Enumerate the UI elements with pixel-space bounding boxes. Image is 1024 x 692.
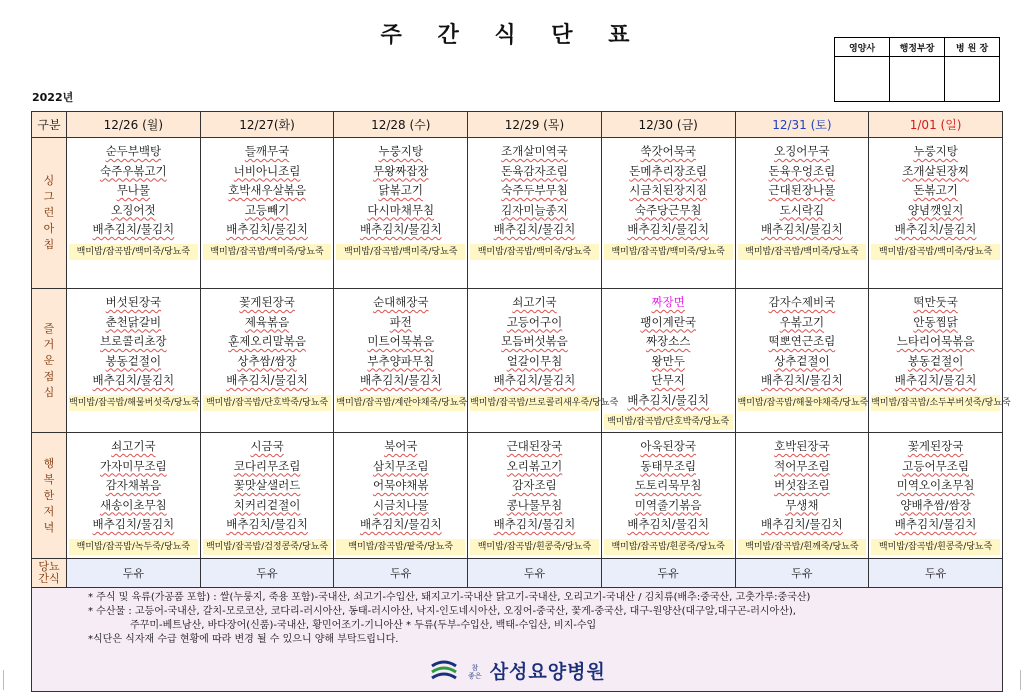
approval-admin-label: 행정부장 (890, 38, 945, 57)
origin-notice-line: *식단은 식자재 수급 현황에 따라 변경 될 수 있으니 양해 부탁드립니다. (88, 634, 399, 645)
menu-item: 춘천닭갈비 (105, 314, 162, 329)
day-header: 12/28 (수) (334, 112, 468, 138)
day-header: 12/31 (토) (735, 112, 869, 138)
origin-notice (32, 588, 1003, 692)
menu-item: 김자미늘종지 (501, 202, 568, 217)
menu-cell (601, 433, 735, 559)
menu-item: 양배추쌈/쌈장 (900, 497, 971, 512)
menu-cell (869, 433, 1003, 559)
menu-item: 배추김치/물김치 (627, 392, 709, 407)
menu-item: 브로콜리초장 (100, 334, 167, 348)
menu-item: 우볶고기 (779, 314, 825, 329)
menu-item: 어묵야채볶 (372, 478, 429, 492)
snack-cell: 두유 (735, 559, 869, 588)
menu-cell (735, 289, 869, 433)
menu-item: 양념깻잎지 (907, 202, 964, 217)
menu-item: 모듬버섯볶음 (501, 334, 568, 348)
menu-item: 배추김치/물김치 (359, 517, 442, 531)
menu-item-list (67, 289, 200, 391)
rice-porridge-note: 백미밥/잡곡밥/녹두죽/당뇨죽 (69, 539, 198, 555)
menu-item: 배추김치/물김치 (761, 373, 843, 387)
menu-item: 고등어구이 (506, 314, 563, 329)
day-header: 12/30 (금) (601, 112, 735, 138)
menu-item-list (201, 138, 334, 240)
menu-item: 무생채 (785, 497, 819, 512)
approval-nutritionist-label: 영양사 (835, 38, 890, 57)
rice-porridge-note: 백미밥/잡곡밥/단호박죽/당뇨죽 (604, 414, 733, 430)
menu-item: 배추김치/물김치 (493, 373, 576, 387)
menu-item: 오징어젓 (111, 202, 156, 217)
menu-item: 꽃게된장국 (239, 295, 295, 309)
meal-category-label: 행 복 한 저 녁 (32, 433, 67, 559)
snack-row (32, 559, 1003, 588)
menu-item: 도시락김 (779, 202, 825, 217)
snack-cell: 두유 (67, 559, 201, 588)
menu-item: 누룽지탕 (378, 144, 423, 158)
menu-item: 배추김치/물김치 (493, 222, 576, 236)
menu-item: 배추김치/물김치 (92, 222, 175, 236)
rice-porridge-note: 백미밥/잡곡밥/팥죽/당뇨죽 (336, 539, 465, 555)
snack-cell: 두유 (200, 559, 334, 588)
day-header: 12/27(화) (200, 112, 334, 138)
rice-porridge-note: 백미밥/잡곡밥/백미죽/당뇨죽 (336, 244, 465, 260)
meal-row-lunch (32, 289, 1003, 433)
menu-item: 고등빼기 (244, 202, 290, 217)
origin-notice-line: * 주식 및 육류(가공품 포함) : 쌀(누룽지, 죽용 포함)-국내산, 쇠고기-수입산, 돼지고기-국내산 닭고기-국내산, 오리고기-국내산 / 김치류(배추:중국산, 고춧가루:중국산) (88, 592, 811, 603)
meal-category-label: 즐 거 운 점 심 (32, 289, 67, 433)
rice-porridge-note: 백미밥/잡곡밥/백미죽/당뇨죽 (604, 244, 733, 260)
menu-item: 배추김치/물김치 (493, 517, 576, 531)
menu-item-list (602, 433, 735, 535)
menu-cell (601, 138, 735, 289)
menu-item: 삼치무조림 (372, 458, 429, 473)
menu-cell (200, 433, 334, 559)
menu-item: 감자수제비국 (768, 295, 836, 309)
menu-item: 배추김치/물김치 (226, 222, 308, 236)
menu-item: 팽이계란국 (640, 314, 696, 329)
menu-item: 고등어무조림 (902, 458, 969, 473)
menu-item: 돈볶고기 (913, 183, 958, 197)
weekly-menu-table (31, 111, 1011, 692)
menu-item: 동태무조림 (640, 458, 696, 473)
rice-porridge-note: 백미밥/잡곡밥/흰콩죽/당뇨죽 (470, 539, 599, 555)
menu-item: 쇠고기국 (111, 439, 156, 453)
menu-item: 호박새우살볶음 (228, 183, 306, 197)
menu-item: 코다리무조림 (233, 458, 301, 473)
menu-item: 가자미무조림 (100, 458, 167, 473)
menu-item: 버섯된장국 (105, 295, 162, 309)
rice-porridge-note: 백미밥/잡곡밥/백미죽/당뇨죽 (871, 244, 1000, 260)
menu-item-list (869, 289, 1002, 391)
menu-item: 적어무조림 (774, 458, 830, 473)
rice-porridge-note: 백미밥/잡곡밥/백미죽/당뇨죽 (738, 244, 867, 260)
menu-item: 미역오이초무침 (896, 478, 975, 492)
page-edge-mark-right (1020, 670, 1021, 690)
menu-item: 숙주당근무침 (634, 202, 702, 217)
approval-box (834, 37, 1000, 102)
menu-item: 배추김치/물김치 (761, 517, 843, 531)
menu-item: 숙주두부무침 (501, 183, 568, 197)
hospital-name: 삼성요양병원 (489, 661, 606, 683)
category-header: 구분 (32, 112, 67, 138)
menu-item: 순대해장국 (372, 295, 429, 309)
menu-item: 떡뽀연근조림 (768, 334, 836, 348)
menu-item: 배추김치/물김치 (92, 373, 175, 387)
day-header: 1/01 (일) (869, 112, 1003, 138)
menu-cell (67, 138, 201, 289)
menu-item: 짜장소스 (645, 334, 691, 348)
menu-item-list (67, 433, 200, 535)
menu-item-list (334, 433, 467, 535)
menu-item-list (869, 433, 1002, 535)
menu-item: 봉동겉절이 (907, 353, 964, 368)
menu-item: 무왕짜잡장 (372, 163, 429, 178)
hospital-logo (382, 659, 652, 685)
meal-category-label: 싱 그 런 아 침 (32, 138, 67, 289)
menu-item: 누룽지탕 (913, 144, 958, 158)
rice-porridge-note: 백미밥/잡곡밥/흰깨죽/당뇨죽 (738, 539, 867, 555)
menu-item: 배추김치/물김치 (359, 373, 442, 387)
menu-item: 도토리묵무침 (634, 478, 702, 492)
rice-porridge-note: 백미밥/잡곡밥/해물버섯죽/당뇨죽 (69, 395, 198, 411)
logo-tagline: 참 좋은 (468, 664, 482, 680)
menu-cell (200, 289, 334, 433)
footer-row (32, 588, 1003, 692)
menu-cell (869, 138, 1003, 289)
menu-item: 시금국 (250, 439, 284, 453)
menu-item: 북어국 (384, 439, 418, 453)
approval-admin-sign (890, 57, 945, 102)
menu-item: 들깨무국 (244, 144, 290, 158)
meal-row-dinner (32, 433, 1003, 559)
menu-item-list (468, 433, 601, 535)
approval-nutritionist-sign (835, 57, 890, 102)
page-title: 주 간 식 단 표 (380, 23, 644, 48)
menu-item: 배추김치/물김치 (226, 517, 308, 531)
menu-item: 순두부백탕 (105, 144, 162, 158)
snack-cell: 두유 (334, 559, 468, 588)
menu-item: 봉동겉절이 (105, 353, 162, 368)
menu-item: 근대된장국 (506, 439, 563, 453)
menu-item: 돈육감자조림 (501, 163, 568, 178)
menu-item: 콩나물무침 (506, 497, 563, 512)
menu-item: 조개살미역국 (501, 144, 568, 158)
menu-item: 짜장면 (651, 295, 685, 309)
menu-item: 새송이초무침 (100, 497, 167, 512)
menu-cell (601, 289, 735, 433)
menu-item-list (334, 138, 467, 240)
menu-item: 부추양파무침 (367, 353, 435, 368)
year-label: 2022년 (32, 91, 74, 104)
menu-item: 떡만둣국 (913, 295, 958, 309)
menu-item: 무나물 (116, 183, 151, 197)
menu-item-list (201, 289, 334, 391)
menu-item: 상추겉절이 (774, 353, 830, 368)
menu-item: 배추김치/물김치 (359, 222, 442, 236)
menu-item: 배추김치/물김치 (92, 517, 175, 531)
menu-item: 배추김치/물김치 (894, 222, 977, 236)
snack-cell: 두유 (869, 559, 1003, 588)
menu-item-list (736, 433, 869, 535)
snack-cell: 두유 (601, 559, 735, 588)
snack-cell: 두유 (468, 559, 602, 588)
menu-item: 닭볶고기 (378, 183, 423, 197)
menu-item: 시금치된장지짐 (629, 183, 708, 197)
menu-cell (869, 289, 1011, 433)
menu-cell (67, 433, 201, 559)
menu-item: 돈메추리장조림 (629, 163, 708, 178)
menu-item: 안동찜닭 (913, 314, 958, 329)
menu-item-list (869, 138, 1002, 240)
page-edge-mark-left (3, 670, 4, 690)
menu-item-list (67, 138, 200, 240)
approval-director-sign (945, 57, 1000, 102)
day-header: 12/26 (월) (67, 112, 201, 138)
menu-cell (735, 433, 869, 559)
menu-item: 제육볶음 (244, 314, 290, 329)
menu-item: 감자조림 (512, 478, 557, 492)
rice-porridge-note: 백미밥/잡곡밥/백미죽/당뇨죽 (470, 244, 599, 260)
menu-cell (334, 138, 468, 289)
rice-porridge-note: 백미밥/잡곡밥/백미죽/당뇨죽 (203, 244, 332, 260)
rice-porridge-note: 백미밥/잡곡밥/해물야채죽/당뇨죽 (738, 395, 867, 411)
menu-item: 조개살된장찌 (902, 163, 969, 178)
menu-item: 미역줄기볶음 (634, 497, 702, 512)
menu-item: 배추김치/물김치 (894, 373, 977, 387)
menu-item: 치커리겉절이 (233, 497, 301, 512)
menu-item: 꽃맛살샐러드 (233, 478, 301, 492)
rice-porridge-note: 백미밥/잡곡밥/검정콩죽/당뇨죽 (203, 539, 332, 555)
menu-cell (468, 289, 619, 433)
menu-item: 왕만두 (651, 353, 685, 368)
rice-porridge-note: 백미밥/잡곡밥/백미죽/당뇨죽 (69, 244, 198, 260)
rice-porridge-note: 백미밥/잡곡밥/단호박죽/당뇨죽 (203, 395, 332, 411)
menu-cell (468, 138, 602, 289)
menu-item: 상추쌈/쌈장 (237, 353, 297, 368)
menu-item-list (468, 289, 601, 391)
menu-cell (67, 289, 201, 433)
menu-item: 오리볶고기 (506, 458, 563, 473)
menu-item-list (736, 289, 869, 391)
menu-cell (735, 138, 869, 289)
menu-item: 다시마채무침 (367, 202, 435, 217)
menu-item: 미트어묵볶음 (367, 334, 435, 348)
menu-item: 배추김치/물김치 (226, 373, 308, 387)
menu-item: 시금치나물 (372, 497, 429, 512)
menu-item-list (736, 138, 869, 240)
menu-item: 버섯잡조림 (774, 478, 830, 492)
snack-category-label: 당뇨 간식 (32, 559, 67, 588)
menu-item: 오징어무국 (774, 144, 830, 158)
rice-porridge-note: 백미밥/잡곡밥/소두부버섯죽/당뇨죽 (871, 395, 1000, 411)
menu-item: 배추김치/물김치 (894, 517, 977, 531)
menu-item: 돈육우엉조림 (768, 163, 836, 178)
menu-item: 숙주우볶고기 (100, 163, 167, 178)
hospital-emblem-icon (428, 660, 460, 684)
menu-item: 쑥갓어묵국 (640, 144, 696, 158)
menu-cell (468, 433, 602, 559)
menu-item: 꽃게된장국 (907, 439, 964, 453)
menu-item: 배추김치/물김치 (627, 222, 709, 236)
menu-item-list (468, 138, 601, 240)
menu-item: 너비아니조림 (233, 163, 301, 178)
menu-item-list (201, 433, 334, 535)
rice-porridge-note: 백미밥/잡곡밥/흰콩죽/당뇨죽 (871, 539, 1000, 555)
origin-notice-line: * 수산물 : 고등어-국내산, 갈치-모로코산, 코다리-러시아산, 동태-러시아산, 낙지-인도네시아산, 오징어-중국산, 꽃게-중국산, 대구-원양산(대구알,대구곤-러시아산), (88, 606, 796, 617)
rice-porridge-note: 백미밥/잡곡밥/브로콜리새우죽/당뇨죽 (470, 395, 599, 411)
menu-item: 감자채볶음 (105, 478, 162, 492)
day-header: 12/29 (목) (468, 112, 602, 138)
menu-item: 호박된장국 (774, 439, 830, 453)
menu-item-list (334, 289, 467, 391)
menu-item: 느타리어묵볶음 (896, 334, 975, 348)
rice-porridge-note: 백미밥/잡곡밥/흰콩죽/당뇨죽 (604, 539, 733, 555)
menu-item: 아욱된장국 (640, 439, 696, 453)
menu-item: 배추김치/물김치 (627, 517, 709, 531)
origin-notice-line: 주꾸미-베트남산, 바다장어(신품)-국내산, 황민어조기-기니아산 * 두류(두부-수입산, 백태-수입산, 비지-수입 (130, 620, 597, 631)
menu-item: 얼갈이무침 (506, 353, 563, 368)
menu-cell (334, 289, 468, 433)
meal-row-breakfast (32, 138, 1003, 289)
menu-item: 근대된장나물 (768, 183, 836, 197)
menu-cell (200, 138, 334, 289)
approval-director-label: 병 원 장 (945, 38, 1000, 57)
rice-porridge-note: 백미밥/잡곡밥/계란야채죽/당뇨죽 (336, 395, 465, 411)
header-row (32, 112, 1003, 138)
menu-cell (334, 433, 468, 559)
menu-item: 배추김치/물김치 (761, 222, 843, 236)
menu-item: 쇠고기국 (512, 295, 557, 309)
menu-item-list (602, 138, 735, 240)
menu-item-list (602, 289, 735, 410)
menu-item: 파전 (389, 314, 412, 329)
menu-item: 단무지 (651, 373, 685, 387)
menu-item: 훈제오리말볶음 (228, 334, 306, 348)
